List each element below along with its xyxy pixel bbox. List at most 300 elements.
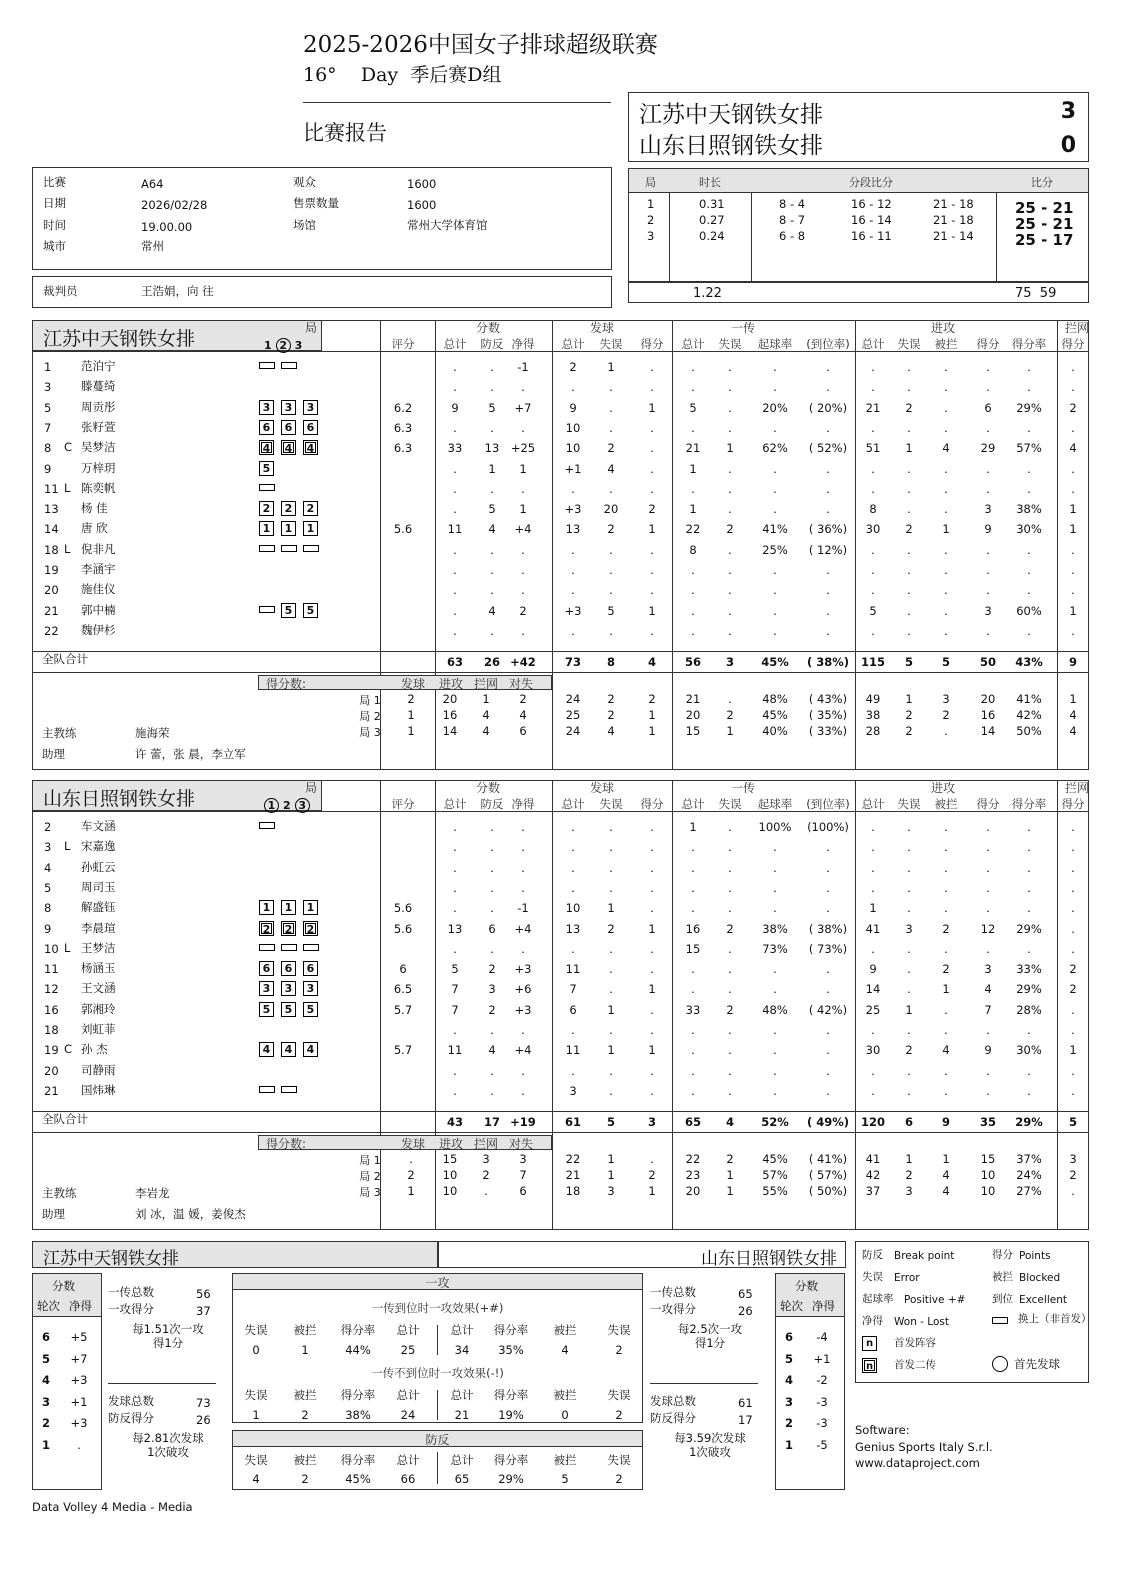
stat-cell: . <box>1071 1063 1075 1078</box>
set-stat: 22 <box>685 1152 701 1166</box>
stat-cell: 16 <box>685 921 701 936</box>
set-indicator <box>264 798 314 813</box>
player-name: 万梓玥 <box>81 460 116 475</box>
player-name: 郭中楠 <box>81 602 116 617</box>
points-col: 对失 <box>509 677 534 691</box>
stat-cell: . <box>521 583 525 598</box>
group-header: 拦网 <box>1065 781 1090 795</box>
stat-cell: . <box>521 623 525 638</box>
sub-marker <box>259 362 275 369</box>
stat-cell: . <box>907 380 911 395</box>
metric-header: 总计 <box>450 1388 474 1402</box>
stat-cell: 5 <box>689 400 697 415</box>
column-header: 失误 <box>599 337 623 351</box>
partial-8: 8 - 7 <box>779 213 806 227</box>
lineup-position: 1 <box>281 521 296 536</box>
stat-cell: . <box>907 623 911 638</box>
stat-cell: . <box>1027 481 1031 496</box>
player-number: 9 <box>44 461 52 476</box>
stat-cell: . <box>650 380 654 395</box>
bottom-team-a: 江苏中天钢铁女排 <box>32 1241 438 1268</box>
rotation-number: 1 <box>785 1438 794 1452</box>
divider <box>303 102 611 103</box>
set-stat: 20 <box>685 708 701 722</box>
sub-marker <box>259 545 275 552</box>
stat-cell: . <box>1027 542 1031 557</box>
stat-cell: . <box>871 820 875 834</box>
column-header: 起球率 <box>757 337 793 351</box>
label-date: 日期 <box>43 196 66 210</box>
points-col: 发球 <box>401 677 426 691</box>
stat-cell: 5.6 <box>393 522 413 537</box>
stat-cell: . <box>490 583 494 598</box>
stat-cell: . <box>826 982 830 997</box>
total-cell: 43 <box>446 1115 463 1129</box>
bp-value: 26 <box>196 1413 211 1427</box>
metric-value: 66 <box>400 1472 416 1486</box>
stat-cell: 1 <box>905 1002 913 1017</box>
set-stat: 2 <box>607 692 615 706</box>
stat-cell: 1 <box>942 982 950 997</box>
stat-cell: . <box>944 1063 948 1078</box>
stat-cell: . <box>986 1083 990 1098</box>
column-header: 起球率 <box>757 797 793 811</box>
stat-cell: 73% <box>762 941 788 956</box>
total-points: 75 59 <box>1015 286 1057 301</box>
total-cell: 56 <box>684 655 701 669</box>
total-cell: +19 <box>510 1115 536 1129</box>
stat-cell: 1 <box>689 502 697 517</box>
legend-pts-en: Points <box>1019 1250 1051 1262</box>
sub-marker <box>281 545 297 552</box>
stat-cell: . <box>907 840 911 855</box>
player-name: 周贡彤 <box>81 399 116 414</box>
bad-reception-title: 一传不到位时一攻效果(-!) <box>371 1366 504 1380</box>
stat-cell: . <box>691 1083 695 1098</box>
stat-cell: . <box>609 860 613 875</box>
lineup-position: 2 <box>303 921 318 936</box>
stat-cell: . <box>650 583 654 598</box>
stat-cell: . <box>521 941 525 956</box>
stat-cell: . <box>944 563 948 577</box>
stat-cell: . <box>826 962 830 977</box>
stat-cell: 13 <box>565 921 581 936</box>
metric-value: 25 <box>400 1343 416 1357</box>
set-stat: 1 <box>726 1168 734 1182</box>
stat-cell: . <box>453 1063 457 1078</box>
stat-cell: 3 <box>569 1083 577 1098</box>
stat-cell: . <box>773 962 777 977</box>
stat-cell: . <box>521 840 525 855</box>
set-stat: . <box>1071 1184 1075 1198</box>
stat-cell: 60% <box>1016 603 1042 618</box>
stat-cell: . <box>1027 1063 1031 1078</box>
stat-cell: . <box>907 880 911 895</box>
set-2: 2 <box>276 338 291 353</box>
stat-cell: 1 <box>648 982 656 997</box>
set-stat: 3 <box>905 1184 913 1198</box>
stat-cell: . <box>871 360 875 374</box>
sub-marker <box>259 484 275 491</box>
sub-marker <box>303 545 319 552</box>
assistant-names: 许 蕾，张 晨，李立军 <box>135 747 246 761</box>
stat-cell: . <box>453 360 457 374</box>
metric-header: 得分率 <box>493 1323 529 1337</box>
stat-cell: . <box>1027 360 1031 374</box>
partial-8: 8 - 4 <box>779 197 806 211</box>
sub-marker <box>281 944 297 951</box>
stat-cell: . <box>609 941 613 956</box>
lineup-position: 2 <box>259 921 274 936</box>
stat-cell: . <box>773 360 777 374</box>
stat-cell: . <box>728 400 732 415</box>
set-stat: 57% <box>762 1168 788 1182</box>
stat-cell: 9 <box>984 522 992 537</box>
lineup-position: 4 <box>303 440 318 455</box>
stat-cell: . <box>728 962 732 977</box>
stat-cell: . <box>826 461 830 476</box>
label-city: 城市 <box>43 239 66 253</box>
stat-cell: . <box>650 1063 654 1078</box>
stat-cell: 1 <box>648 921 656 936</box>
rec-label: 一传总数 <box>108 1285 154 1299</box>
legend-bp: 防反 <box>862 1249 883 1261</box>
column-header: 失误 <box>718 337 742 351</box>
lineup-position: 5 <box>259 461 274 476</box>
rotation-label: 轮次 <box>37 1299 60 1313</box>
points-col: 拦网 <box>474 1137 499 1151</box>
set-3: 3 <box>294 339 303 352</box>
stat-cell: . <box>691 563 695 577</box>
stat-cell: 4 <box>942 441 950 456</box>
stat-cell: . <box>773 880 777 895</box>
metric-header: 总计 <box>396 1388 420 1402</box>
set-stat: 局 2 <box>359 710 381 723</box>
rotation-label: 轮次 <box>780 1299 803 1313</box>
player-name: 解盛钰 <box>81 900 116 915</box>
group-header: 发球 <box>590 781 615 795</box>
stat-cell: 2 <box>607 522 615 537</box>
lineup-position: 4 <box>303 1042 318 1057</box>
stat-cell: -1 <box>517 360 529 374</box>
stat-cell: . <box>871 1063 875 1078</box>
stat-cell: . <box>773 461 777 476</box>
total-cell: 45% <box>761 655 789 669</box>
set-stat: ( 50%) <box>808 1184 848 1198</box>
lineup-position: 3 <box>281 400 296 415</box>
stat-cell: 4 <box>942 1043 950 1058</box>
stat-cell: . <box>691 1023 695 1037</box>
total-cell: ( 38%) <box>806 655 850 669</box>
stat-cell: . <box>691 603 695 618</box>
set-stat: 3 <box>519 1152 527 1166</box>
stat-cell: -1 <box>517 901 529 916</box>
lineup-position: 2 <box>281 501 296 516</box>
stat-cell: . <box>521 420 525 435</box>
software-label: Software: <box>855 1423 910 1437</box>
set-stat: 10 <box>980 1184 996 1198</box>
stat-cell: . <box>453 420 457 435</box>
column-header: 被拦 <box>934 337 958 351</box>
stat-cell: . <box>1027 563 1031 577</box>
starter-icon: n <box>862 1336 877 1351</box>
stat-cell: 1 <box>648 522 656 537</box>
stat-cell: . <box>728 360 732 374</box>
legend-exc-en: Excellent <box>1019 1294 1067 1306</box>
stat-cell: . <box>609 583 613 598</box>
set-stat: 2 <box>407 1168 415 1182</box>
stat-cell: . <box>986 542 990 557</box>
rec-value: 65 <box>738 1287 753 1301</box>
sub-marker <box>281 362 297 369</box>
stat-cell: . <box>1027 1023 1031 1037</box>
stat-cell: . <box>571 563 575 577</box>
stat-cell: . <box>773 603 777 618</box>
stat-cell: . <box>490 623 494 638</box>
stat-cell: . <box>691 380 695 395</box>
set-stat: 18 <box>565 1184 581 1198</box>
stat-cell: 3 <box>984 962 992 977</box>
stat-cell: . <box>650 461 654 476</box>
lineup-position: 5 <box>303 603 318 618</box>
stat-cell: . <box>986 941 990 956</box>
stat-cell: 25 <box>865 1002 881 1017</box>
stat-cell: 51 <box>865 441 881 456</box>
legend-exc: 到位 <box>992 1293 1013 1305</box>
stat-cell: 6.2 <box>393 400 413 415</box>
total-cell: 4 <box>725 1115 734 1129</box>
stat-cell: . <box>490 901 494 916</box>
stat-cell: ( 52%) <box>808 441 848 456</box>
stat-cell: . <box>1027 1083 1031 1098</box>
stat-cell: . <box>1071 820 1075 834</box>
stat-cell: 2 <box>942 921 950 936</box>
set-stat: 2 <box>648 692 656 706</box>
stat-cell: 1 <box>1069 502 1077 517</box>
total-cell: 17 <box>483 1115 500 1129</box>
player-number: 21 <box>44 1083 59 1098</box>
player-role: C <box>64 440 73 455</box>
set-number: 1 <box>647 197 655 211</box>
stat-cell: . <box>986 901 990 916</box>
metric-header: 被拦 <box>293 1453 317 1467</box>
stat-cell: . <box>944 502 948 517</box>
set-stat: 42% <box>1016 708 1042 722</box>
stat-cell: . <box>728 901 732 916</box>
set-stat: 4 <box>607 724 615 738</box>
stat-cell: . <box>871 860 875 875</box>
player-name: 王梦洁 <box>81 940 116 955</box>
player-number: 14 <box>44 522 59 537</box>
referee-box <box>32 276 612 308</box>
stat-cell: . <box>1027 420 1031 435</box>
stat-cell: ( 73%) <box>808 941 848 956</box>
rotation-number: 5 <box>42 1351 51 1366</box>
stat-cell: 2 <box>1069 962 1077 977</box>
net-label: 净得 <box>69 1299 92 1313</box>
net-label: 净得 <box>812 1299 835 1313</box>
total-cell: 50 <box>979 655 996 669</box>
lineup-position: 1 <box>303 521 318 536</box>
total-cell: 3 <box>725 655 734 669</box>
stat-cell: . <box>773 380 777 395</box>
lineup-position: 3 <box>303 981 318 996</box>
stat-cell: . <box>453 502 457 517</box>
sub-marker <box>281 1086 297 1093</box>
stat-cell: . <box>944 481 948 496</box>
team-total-label: 全队合计 <box>42 1112 88 1126</box>
stat-cell: . <box>773 563 777 577</box>
rotation-number: 2 <box>785 1416 794 1431</box>
set-stat: 24 <box>565 692 581 706</box>
rec-value: 56 <box>196 1287 211 1301</box>
stat-cell: +3 <box>564 502 582 517</box>
label-referee: 裁判员 <box>43 284 78 298</box>
round-subtitle: 16° Day 季后赛D组 <box>303 64 502 86</box>
metric-value: 1 <box>252 1408 260 1422</box>
side-out-title: 一攻 <box>425 1276 450 1290</box>
stat-cell: 11 <box>565 1043 581 1058</box>
set-score: 25 - 21 <box>1015 199 1074 217</box>
stat-cell: . <box>650 542 654 557</box>
stat-cell: . <box>826 380 830 395</box>
set-stat: 16 <box>442 708 458 722</box>
metric-value: 44% <box>345 1343 371 1357</box>
stat-cell: . <box>728 623 732 638</box>
stat-cell: . <box>453 583 457 598</box>
set-duration: 0.24 <box>699 229 725 243</box>
player-name: 倪非凡 <box>81 541 116 556</box>
software-vendor: Genius Sports Italy S.r.l. <box>855 1440 993 1454</box>
stat-cell: . <box>1027 880 1031 895</box>
stat-cell: . <box>773 901 777 916</box>
stat-cell: . <box>728 1083 732 1098</box>
group-header: 一传 <box>731 781 756 795</box>
stat-cell: . <box>871 840 875 855</box>
rotation-net: +3 <box>70 1416 88 1431</box>
stat-cell: . <box>826 603 830 618</box>
set-stat: 40% <box>762 724 788 738</box>
stat-cell: . <box>986 880 990 895</box>
set-stat: 6 <box>519 1184 527 1198</box>
team-total-label: 全队合计 <box>42 652 88 666</box>
total-cell: ( 49%) <box>806 1115 850 1129</box>
group-header: 进攻 <box>931 781 956 795</box>
player-name: 李晨瑄 <box>81 920 116 935</box>
rec-label: 一传总数 <box>650 1285 696 1299</box>
set-stat: . <box>728 692 732 706</box>
stat-cell: . <box>609 481 613 496</box>
stat-cell: . <box>1027 461 1031 476</box>
lineup-position: 2 <box>303 501 318 516</box>
stat-cell: 13 <box>565 522 581 537</box>
stat-cell: . <box>650 941 654 956</box>
set-1: 1 <box>264 798 279 813</box>
first-serve-icon <box>992 1356 1008 1372</box>
stat-cell: . <box>1071 880 1075 895</box>
set-stat: 4 <box>942 1168 950 1182</box>
set-stat: 10 <box>980 1168 996 1182</box>
stat-cell: 1 <box>607 1043 615 1058</box>
rotation-title: 分数 <box>52 1279 75 1293</box>
set-stat: 1 <box>407 1184 415 1198</box>
stat-cell: 6.5 <box>393 982 413 997</box>
stat-cell: . <box>728 380 732 395</box>
group-header: 分数 <box>476 321 501 335</box>
stat-cell: . <box>986 481 990 496</box>
serve-value: 61 <box>738 1396 753 1410</box>
stat-cell: . <box>986 840 990 855</box>
lineup-position: 2 <box>259 501 274 516</box>
lineup-position: 6 <box>259 420 274 435</box>
set-stat: 37% <box>1016 1152 1042 1166</box>
set-stat: 37 <box>865 1184 881 1198</box>
metric-value: 2 <box>615 1472 623 1486</box>
metric-value: 21 <box>454 1408 470 1422</box>
stat-cell: . <box>650 840 654 855</box>
stat-cell: . <box>1071 623 1075 638</box>
stat-cell: . <box>907 603 911 618</box>
column-header: (到位率) <box>806 797 850 811</box>
total-cell: 5 <box>941 655 950 669</box>
stat-cell: . <box>907 461 911 476</box>
group-header: 进攻 <box>931 321 956 335</box>
stat-cell: . <box>871 1023 875 1037</box>
legend-err: 失误 <box>862 1271 883 1283</box>
metric-value: 1 <box>301 1343 309 1357</box>
stat-cell: 29% <box>1016 921 1042 936</box>
set-stat: 2 <box>519 692 527 706</box>
set-stat: 2 <box>607 708 615 722</box>
stat-cell: 2 <box>1069 982 1077 997</box>
player-name: 唐 欣 <box>81 521 108 536</box>
sub-marker <box>259 944 275 951</box>
stat-cell: . <box>907 502 911 517</box>
stat-cell: 38% <box>762 921 788 936</box>
partial-21: 21 - 18 <box>933 213 974 227</box>
stat-cell: +25 <box>510 441 536 456</box>
column-header: 净得 <box>511 337 535 351</box>
partial-16: 16 - 14 <box>851 213 892 227</box>
player-name: 滕蔓绮 <box>81 379 116 394</box>
stat-cell: . <box>728 603 732 618</box>
player-number: 5 <box>44 400 52 415</box>
stat-cell: 2 <box>942 962 950 977</box>
set-stat: 1 <box>607 1168 615 1182</box>
lineup-position: 5 <box>281 603 296 618</box>
set-stat: 15 <box>685 724 701 738</box>
stat-cell: . <box>944 583 948 598</box>
column-header: 净得 <box>511 797 535 811</box>
points-label: 得分数: <box>266 677 307 691</box>
stat-cell: 13 <box>447 921 463 936</box>
total-cell: 73 <box>564 655 581 669</box>
set-number: 2 <box>647 213 655 227</box>
stat-cell: 30% <box>1016 1043 1042 1058</box>
match-id: A64 <box>141 177 164 191</box>
stat-cell: . <box>453 461 457 476</box>
set-stat: 局 2 <box>359 1170 381 1183</box>
player-name: 宋嘉逸 <box>81 839 116 854</box>
set-stat: 45% <box>762 708 788 722</box>
stat-cell: . <box>650 1002 654 1017</box>
side-divider <box>108 1383 216 1384</box>
stat-cell: 4 <box>488 522 496 537</box>
set-stat: 1 <box>648 724 656 738</box>
set-stat: ( 41%) <box>808 1152 848 1166</box>
set-stat: 3 <box>1069 1152 1077 1166</box>
stat-cell: . <box>986 420 990 435</box>
